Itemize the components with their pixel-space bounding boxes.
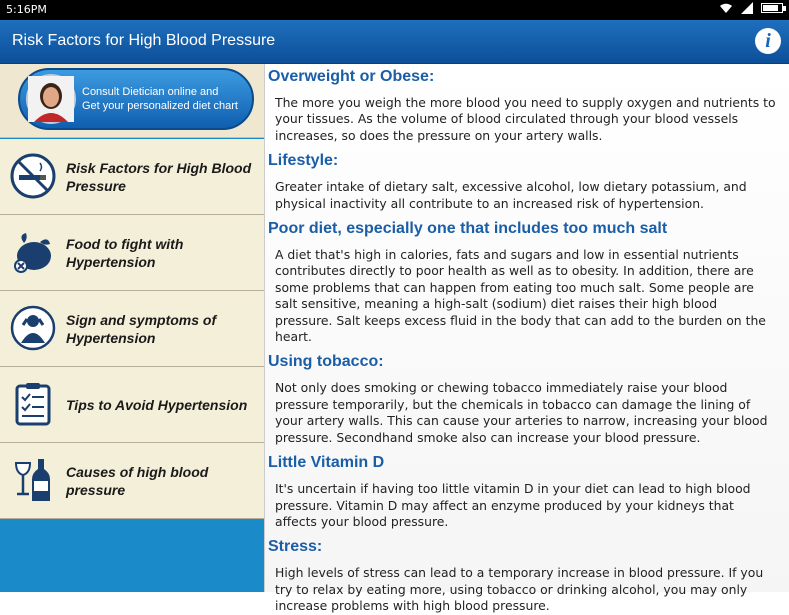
menu-item-causes[interactable]: [0, 443, 264, 519]
menu-item-tips[interactable]: [0, 367, 264, 443]
signal-icon: [741, 2, 753, 14]
section-overweight: [268, 68, 777, 144]
section-heading: Little Vitamin D: [268, 454, 385, 472]
section-stress: [268, 538, 777, 614]
battery-icon: [761, 3, 783, 13]
menu-item-food[interactable]: [0, 215, 264, 291]
section-body: Greater intake of dietary salt, excessive alcohol, low dietary potassium, and physical inactivity all contribute to an increased risk of hypertension.: [275, 179, 747, 211]
section-poor-diet: [268, 220, 777, 345]
consult-line-1: Consult Dietician online and: [82, 86, 219, 98]
article-content[interactable]: [264, 64, 789, 614]
section-heading: Overweight or Obese:: [268, 68, 435, 85]
section-body: High levels of stress can lead to a temporary increase in blood pressure. If you try to relax by eating more, using tobacco or drinking alcohol, you may only increase problems with high blood pressure.: [275, 565, 764, 614]
dietician-avatar: [26, 74, 76, 124]
consult-text: [82, 85, 238, 113]
info-icon: i: [765, 30, 771, 52]
wine-bottle-icon: [10, 457, 56, 503]
section-vitamin-d: [268, 454, 777, 530]
menu-item-symptoms[interactable]: [0, 291, 264, 367]
section-heading: Poor diet, especially one that includes too much salt: [268, 220, 668, 238]
wifi-icon: [719, 2, 733, 14]
section-body: Not only does smoking or chewing tobacco immediately raise your blood pressure temporarily, but the chemicals in tobacco can damage the lining of your artery walls. This can cause your arteries to narrow, increasing your blood pressure. Secondhand smoke also can increase your blood pressure.: [275, 380, 768, 445]
section-body: The more you weigh the more blood you need to supply oxygen and nutrients to your tissues. As the volume of blood circulated through your blood vessels increases, so does the pressure on your artery walls.: [275, 95, 776, 143]
menu-label: Tips to Avoid Hypertension: [66, 397, 248, 413]
app-bar: [0, 20, 789, 64]
status-icons: [719, 2, 783, 14]
checklist-icon: [10, 381, 56, 427]
section-tobacco: [268, 353, 777, 446]
section-body: A diet that's high in calories, fats and sugars and low in essential nutrients contributes directly to poor health as well as to obesity. In addition, there are some problems that can happen from eating too much salt. Some people are salt sensitive, meaning a high-salt (sodium) diet raises their high blood pressure. Salt keeps excess fluid in the body that can add to the burden on the heart.: [275, 247, 766, 345]
food-icon: [10, 229, 56, 275]
headache-icon: [10, 305, 56, 351]
menu-label: Food to fight with Hypertension: [66, 236, 184, 270]
menu-item-risk-factors[interactable]: [0, 139, 264, 215]
app-title: Risk Factors for High Blood Pressure: [12, 32, 276, 49]
menu-label: Sign and symptoms of Hypertension: [66, 312, 217, 346]
section-heading: Using tobacco:: [268, 353, 384, 371]
consult-dietician-button[interactable]: [18, 68, 254, 130]
consult-panel: [0, 64, 264, 138]
section-heading: Lifestyle:: [268, 152, 339, 170]
section-lifestyle: [268, 152, 777, 212]
consult-line-2: Get your personalized diet chart: [82, 100, 238, 112]
no-smoking-icon: [10, 153, 56, 199]
info-button[interactable]: [755, 28, 781, 54]
sidebar: [0, 64, 264, 592]
section-heading: Stress:: [268, 538, 323, 556]
status-bar: [0, 0, 789, 20]
menu-label: Risk Factors for High Blood Pressure: [66, 160, 252, 194]
section-body: It's uncertain if having too little vitamin D in your diet can lead to high blood pressure. Vitamin D may affect an enzyme produced by your kidneys that affects your blood pressure.: [275, 481, 751, 529]
menu-label: Causes of high blood pressure: [66, 464, 209, 498]
status-time: 5:16PM: [6, 3, 47, 16]
